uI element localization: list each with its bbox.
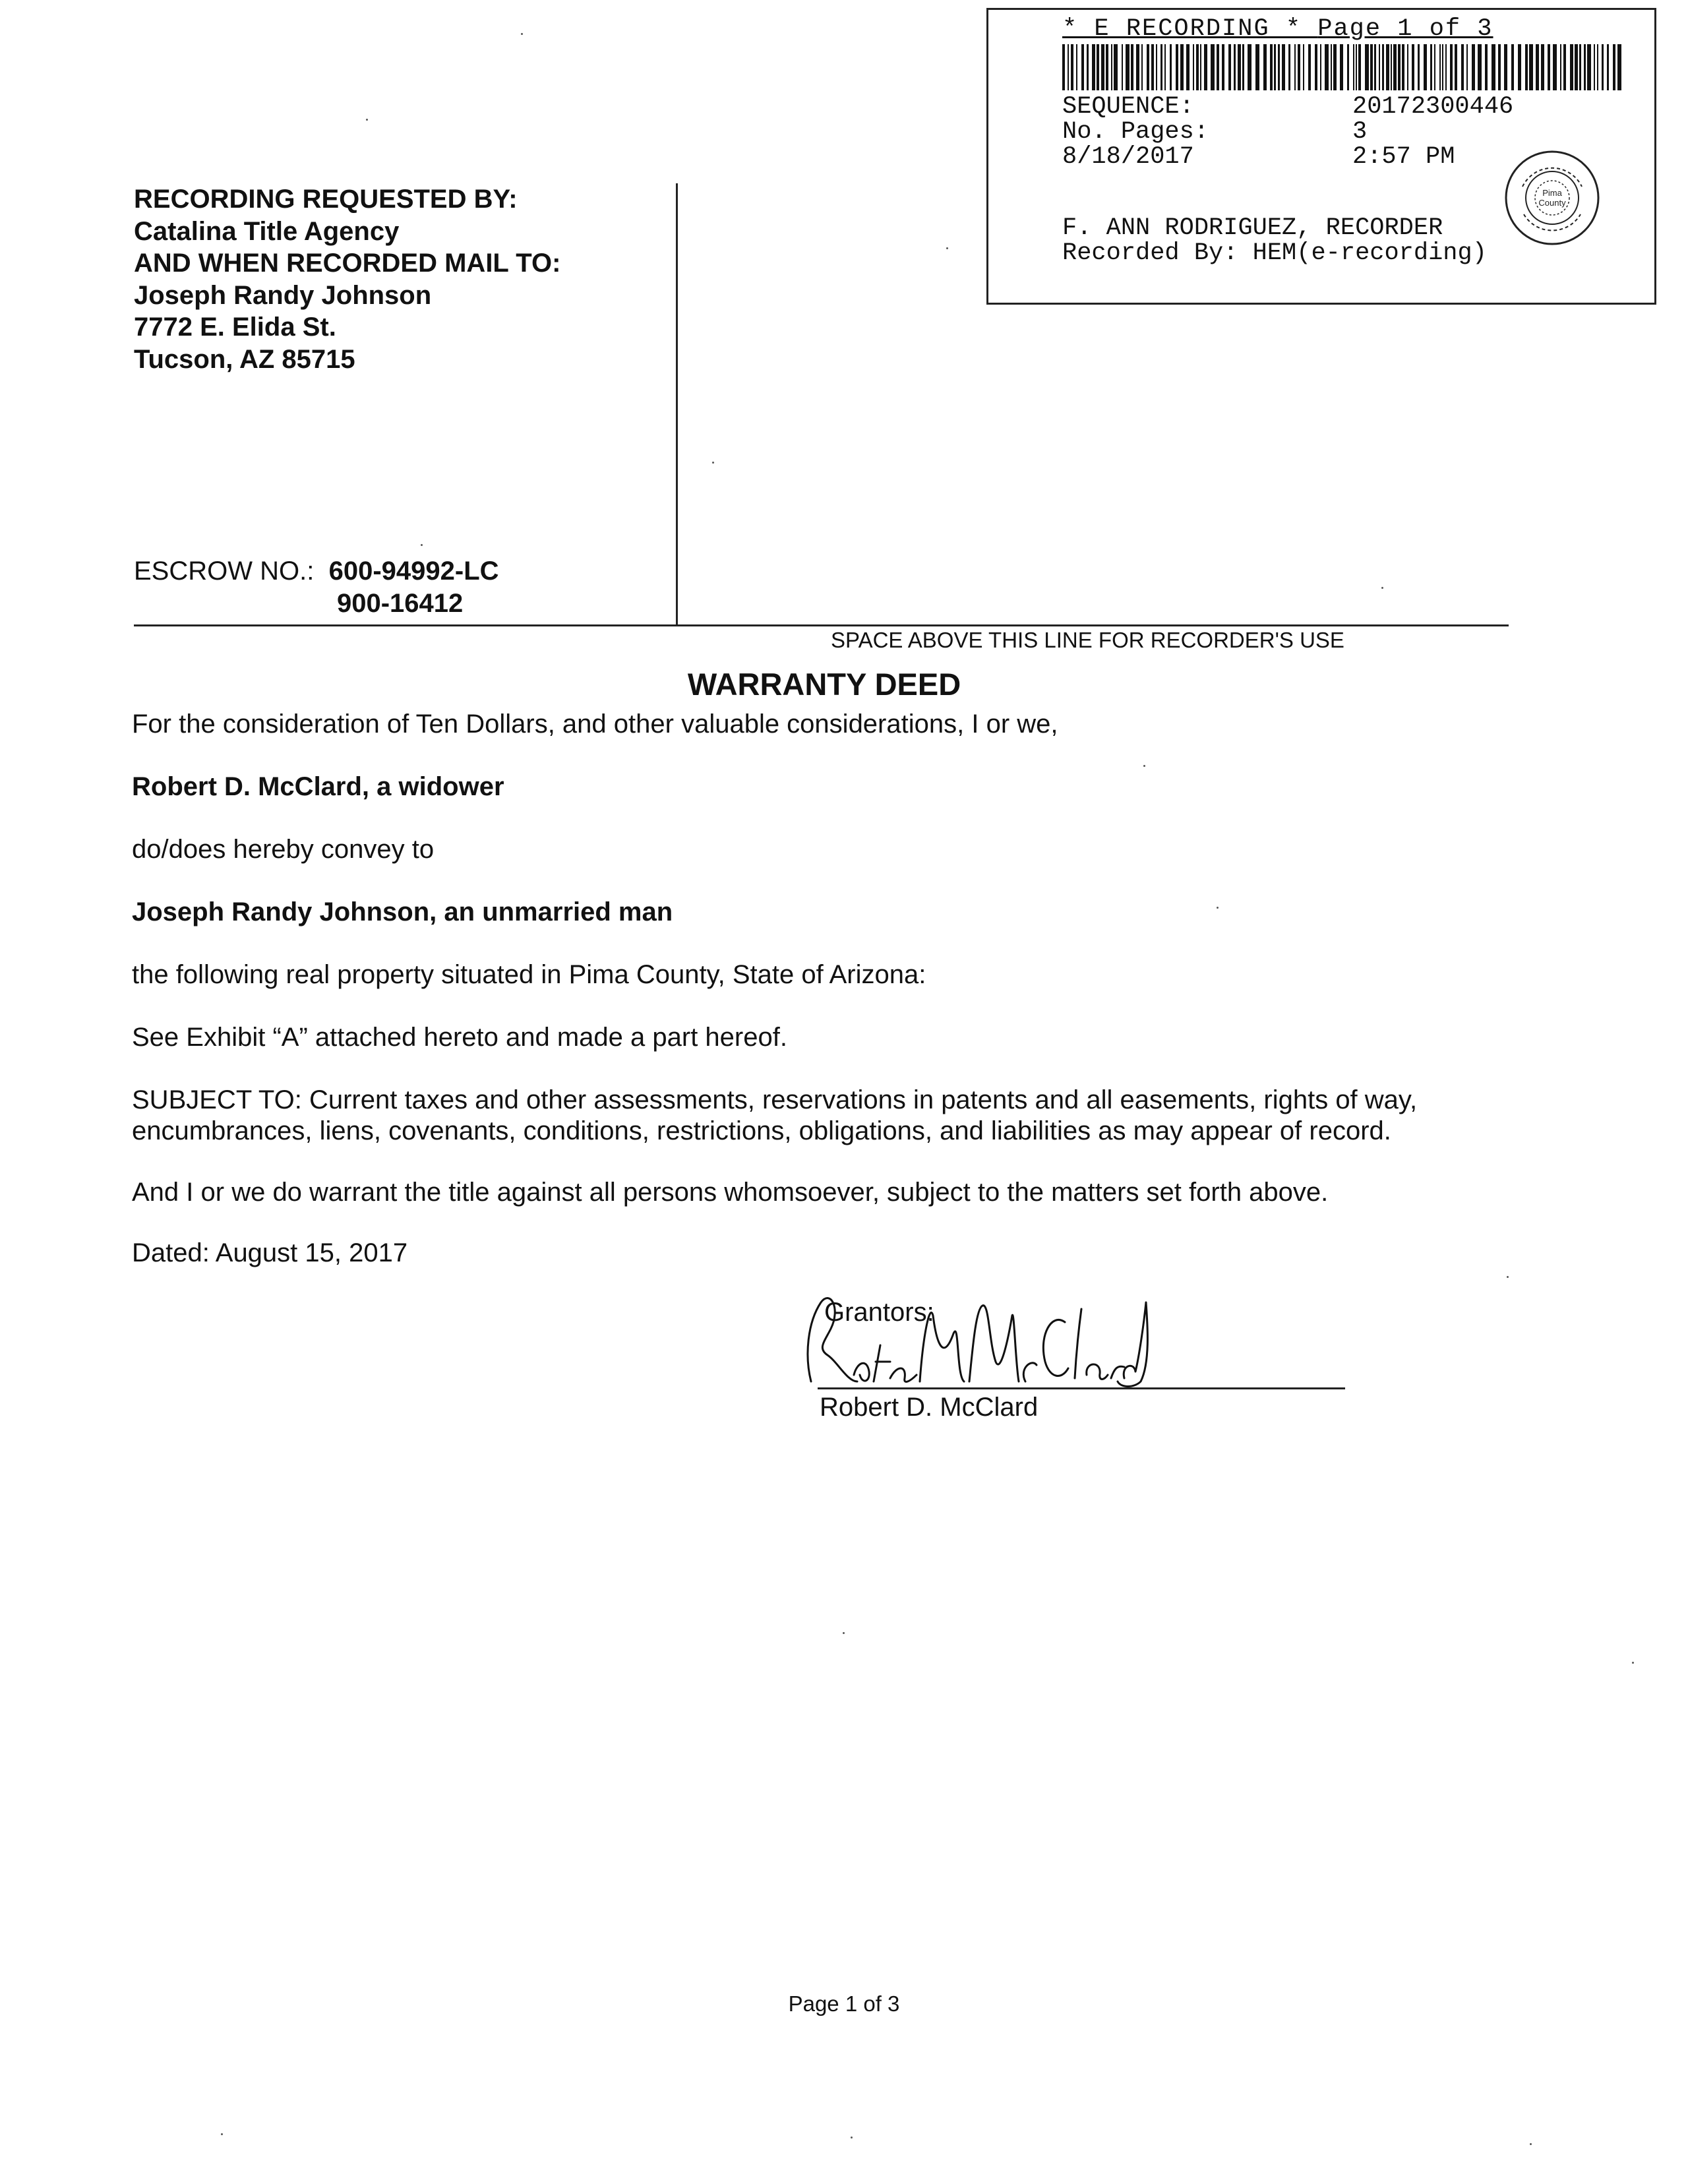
barcode-bar: [1147, 44, 1149, 90]
barcode-bar: [1353, 44, 1354, 90]
barcode-bar: [1478, 44, 1482, 90]
barcode-bar: [1584, 44, 1586, 90]
barcode-bar: [1274, 44, 1276, 90]
barcode-bar: [1365, 44, 1369, 90]
grantor-name: Robert D. McClard, a widower: [132, 772, 504, 801]
barcode-bar: [1217, 44, 1219, 90]
barcode-bar: [1200, 44, 1201, 90]
stamp-header: [1062, 15, 1493, 43]
recorder-stamp: [986, 8, 1656, 305]
escrow-block: [134, 555, 499, 619]
mail-to-name: Joseph Randy Johnson: [134, 280, 432, 310]
requested-by: Catalina Title Agency: [134, 216, 400, 246]
barcode: [1062, 44, 1623, 90]
barcode-bar: [1374, 44, 1376, 90]
signer-name: Robert D. McClard: [820, 1393, 1039, 1422]
recorder-space-note: SPACE ABOVE THIS LINE FOR RECORDER'S USE: [831, 628, 1344, 652]
barcode-bar: [1151, 44, 1154, 90]
barcode-bar: [1466, 44, 1468, 90]
scan-speck: [851, 2137, 853, 2138]
barcode-bar: [1071, 44, 1073, 90]
subject-to-line-1: SUBJECT TO: Current taxes and other assessments, reservations in patents and all easements, rights of way,: [132, 1085, 1418, 1114]
barcode-bar: [1587, 44, 1591, 90]
mail-to-label: AND WHEN RECORDED MAIL TO:: [134, 249, 561, 278]
barcode-bar: [1613, 44, 1615, 90]
barcode-bar: [1282, 44, 1285, 90]
barcode-bar: [1081, 44, 1084, 90]
barcode-bar: [1518, 44, 1521, 90]
barcode-bar: [1062, 44, 1065, 90]
barcode-bar: [1536, 44, 1539, 90]
recording-request-block: [134, 183, 560, 375]
barcode-bar: [1092, 44, 1095, 90]
scan-speck: [1143, 765, 1145, 767]
barcode-bar: [1126, 44, 1130, 90]
barcode-bar: [1379, 44, 1380, 90]
sequence-label: SEQUENCE:: [1062, 93, 1194, 121]
barcode-bar: [1597, 44, 1598, 90]
handwritten-signature: [791, 1283, 1160, 1395]
barcode-bar: [1504, 44, 1507, 90]
property-text: the following real property situated in Pima County, State of Arizona:: [132, 960, 926, 989]
grantee-name: Joseph Randy Johnson, an unmarried man: [132, 897, 673, 926]
scan-speck: [712, 462, 714, 464]
scan-speck: [1507, 1276, 1509, 1278]
barcode-bar: [1548, 44, 1550, 90]
signature-line: [818, 1387, 1345, 1389]
barcode-bar: [1141, 44, 1143, 90]
barcode-bar: [1445, 44, 1447, 90]
barcode-bar: [1320, 44, 1321, 90]
barcode-bar: [1222, 44, 1224, 90]
barcode-bar: [1211, 44, 1215, 90]
barcode-bar: [1176, 44, 1178, 90]
pages-value: 3: [1352, 118, 1368, 146]
barcode-bar: [1156, 44, 1157, 90]
barcode-bar: [1382, 44, 1384, 90]
barcode-bar: [1242, 44, 1244, 90]
barcode-bar: [1170, 44, 1172, 90]
barcode-bar: [1402, 44, 1404, 90]
barcode-bar: [1263, 44, 1267, 90]
scan-speck: [1381, 587, 1383, 589]
sequence-value: 20172300446: [1352, 93, 1514, 121]
grantors-label: Grantors:: [824, 1298, 934, 1327]
barcode-bar: [1270, 44, 1273, 90]
barcode-bar: [1575, 44, 1578, 90]
barcode-bar: [1204, 44, 1207, 90]
barcode-bar: [1393, 44, 1397, 90]
escrow-number-1: 600-94992-LC: [328, 557, 499, 586]
barcode-bar: [1238, 44, 1241, 90]
barcode-bar: [1560, 44, 1561, 90]
warranty-text: And I or we do warrant the title against all persons whomsoever, subject to the matters set forth above.: [132, 1178, 1329, 1207]
barcode-bar: [1386, 44, 1389, 90]
county-seal-icon: [1503, 148, 1602, 247]
barcode-bar: [1255, 44, 1259, 90]
barcode-bar: [1412, 44, 1414, 90]
barcode-bar: [1570, 44, 1573, 90]
escrow-label: ESCROW NO.:: [134, 557, 315, 586]
scan-speck: [1217, 907, 1219, 909]
barcode-bar: [1529, 44, 1533, 90]
barcode-bar: [1617, 44, 1621, 90]
barcode-bar: [1498, 44, 1501, 90]
barcode-bar: [1106, 44, 1108, 90]
barcode-bar: [1525, 44, 1528, 90]
dated-text: Dated: August 15, 2017: [132, 1238, 408, 1267]
barcode-bar: [1370, 44, 1373, 90]
barcode-bar: [1097, 44, 1099, 90]
barcode-bar: [1193, 44, 1194, 90]
mail-to-street: 7772 E. Elida St.: [134, 313, 336, 342]
barcode-bar: [1076, 44, 1077, 90]
scan-speck: [843, 1632, 845, 1634]
scan-speck: [521, 33, 523, 35]
scan-speck: [221, 2133, 223, 2135]
barcode-bar: [1278, 44, 1280, 90]
barcode-bar: [1541, 44, 1544, 90]
barcode-bar: [1331, 44, 1332, 90]
barcode-bar: [1398, 44, 1401, 90]
barcode-bar: [1186, 44, 1190, 90]
barcode-bar: [1472, 44, 1475, 90]
barcode-bar: [1442, 44, 1443, 90]
barcode-bar: [1101, 44, 1104, 90]
barcode-bar: [1485, 44, 1488, 90]
barcode-bar: [1579, 44, 1581, 90]
svg-text:Pima: Pima: [1542, 188, 1562, 198]
scan-speck: [366, 119, 368, 121]
barcode-bar: [1196, 44, 1199, 90]
barcode-bar: [1602, 44, 1604, 90]
barcode-bar: [1492, 44, 1495, 90]
barcode-bar: [1439, 44, 1441, 90]
barcode-bar: [1136, 44, 1139, 90]
barcode-bar: [1298, 44, 1300, 90]
barcode-bar: [1358, 44, 1361, 90]
scan-speck: [421, 544, 423, 546]
svg-text:County: County: [1538, 198, 1566, 208]
barcode-bar: [1234, 44, 1236, 90]
recording-date: 8/18/2017: [1062, 143, 1194, 171]
barcode-bar: [1288, 44, 1290, 90]
barcode-bar: [1356, 44, 1357, 90]
convey-text: do/does hereby convey to: [132, 835, 435, 864]
barcode-bar: [1180, 44, 1184, 90]
consideration-text: For the consideration of Ten Dollars, and other valuable considerations, I or we,: [132, 710, 1058, 739]
barcode-bar: [1511, 44, 1514, 90]
barcode-bar: [1248, 44, 1251, 90]
barcode-bar: [1340, 44, 1343, 90]
escrow-number-2: 900-16412: [337, 588, 464, 618]
barcode-bar: [1111, 44, 1112, 90]
requested-by-label: RECORDING REQUESTED BY:: [134, 185, 518, 214]
subject-to-line-2: encumbrances, liens, covenants, conditions, restrictions, obligations, and liabilities as may appear of record.: [132, 1116, 1391, 1145]
document-title: WARRANTY DEED: [687, 667, 961, 702]
barcode-bar: [1407, 44, 1408, 90]
recorded-by: Recorded By: HEM(e-recording): [1062, 239, 1487, 267]
header-divider-vertical: [676, 183, 678, 625]
barcode-bar: [1424, 44, 1427, 90]
barcode-bar: [1391, 44, 1392, 90]
scan-speck: [1632, 1662, 1634, 1664]
barcode-bar: [1333, 44, 1337, 90]
barcode-bar: [1122, 44, 1123, 90]
barcode-bar: [1294, 44, 1296, 90]
barcode-bar: [1430, 44, 1432, 90]
barcode-bar: [1607, 44, 1609, 90]
barcode-bar: [1434, 44, 1435, 90]
barcode-bar: [1068, 44, 1069, 90]
barcode-bar: [1455, 44, 1457, 90]
barcode-bar: [1303, 44, 1304, 90]
barcode-bar: [1563, 44, 1566, 90]
scan-speck: [946, 247, 948, 249]
scan-speck: [1530, 2143, 1532, 2145]
barcode-bar: [1228, 44, 1231, 90]
stamp-header-page: Page 1 of 3: [1317, 15, 1493, 43]
barcode-bar: [1347, 44, 1349, 90]
barcode-bar: [1114, 44, 1118, 90]
barcode-bar: [1160, 44, 1162, 90]
barcode-bar: [1594, 44, 1595, 90]
barcode-bar: [1418, 44, 1420, 90]
barcode-bar: [1164, 44, 1166, 90]
exhibit-text: See Exhibit “A” attached hereto and made a part hereof.: [132, 1023, 787, 1052]
barcode-bar: [1087, 44, 1089, 90]
subject-to-text: [132, 1085, 1417, 1147]
recording-time: 2:57 PM: [1352, 143, 1455, 171]
barcode-bar: [1450, 44, 1453, 90]
barcode-bar: [1325, 44, 1329, 90]
stamp-header-prefix: * E RECORDING *: [1062, 15, 1318, 43]
barcode-bar: [1315, 44, 1317, 90]
recorder-name: F. ANN RODRIGUEZ, RECORDER: [1062, 214, 1443, 242]
recorder-space-line: [134, 624, 1509, 626]
page-number: Page 1 of 3: [788, 1991, 900, 2016]
barcode-bar: [1131, 44, 1133, 90]
barcode-bar: [1308, 44, 1311, 90]
pages-label: No. Pages:: [1062, 118, 1209, 146]
barcode-bar: [1553, 44, 1557, 90]
barcode-bar: [1461, 44, 1464, 90]
mail-to-city: Tucson, AZ 85715: [134, 344, 355, 374]
